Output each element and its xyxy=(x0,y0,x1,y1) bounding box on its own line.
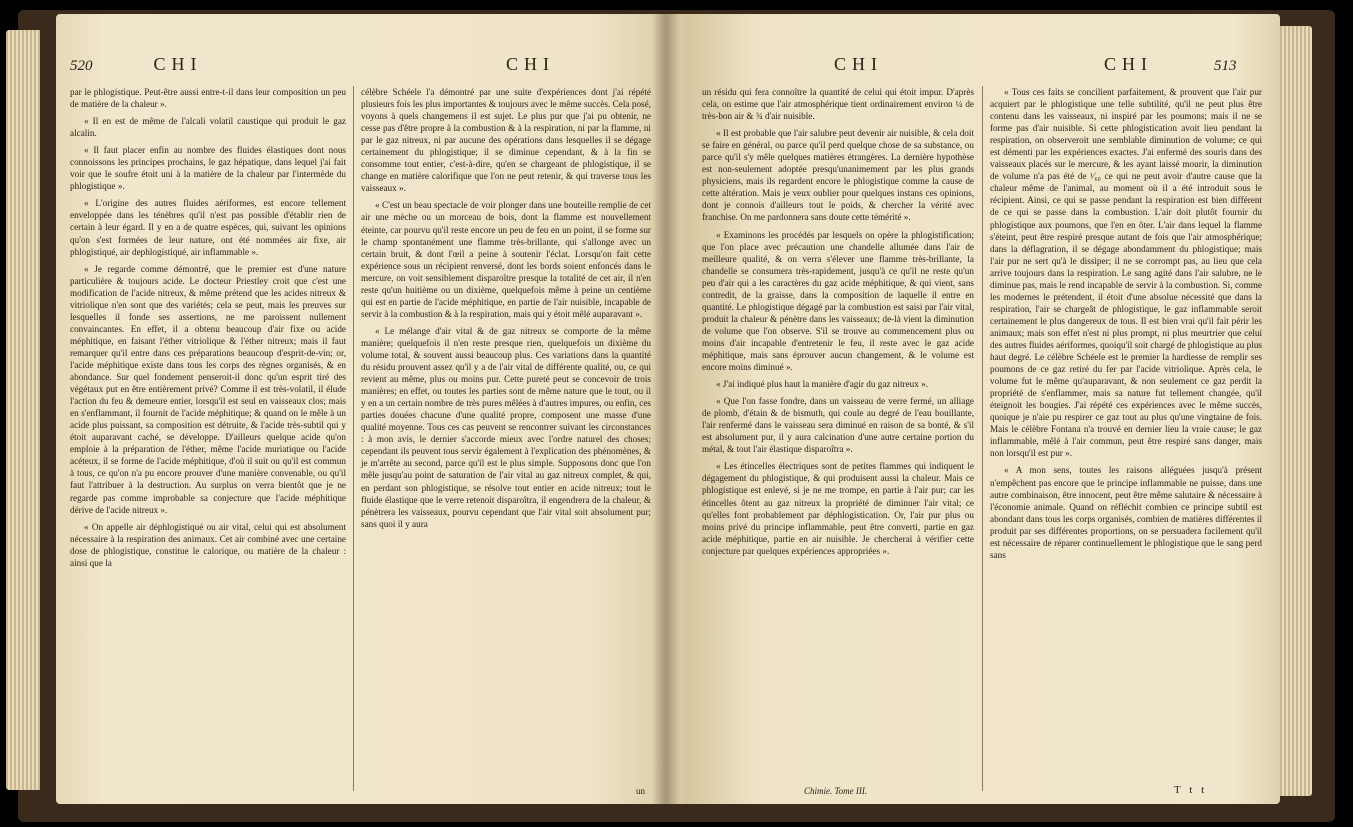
left-running-head-1: CHI xyxy=(153,54,203,74)
paragraph: « Le mélange d'air vital & de gaz nitreux se comporte de la même manière; quelquefois il n'en reste presque rien, quelquefois un dixième du volume total, & souvent aussi beaucoup plus. Ces variations dans la quantité du résidu prouvent assez qu'il y a de l'air vital de différente qualité, ou, ce qui revient au même, plus ou moins pur. Cette pureté peut se concevoir de trois manières; en effet, ou toutes les parties sont de même nature que le tout, ou il y en a un certain nombre de très pures mêlées à d'autres impures, ou enfin, ces parties douées chacune d'une qualité propre, composent une masse d'une qualité moyenne. Tous ces cas peuvent se rencontrer suivant les circonstances : à mon avis, le dernier s'accorde mieux avec l'ordre naturel des choses; cependant ils peuvent tous servir également à l'explication des phénomènes, & je m'arrête au second, parce qu'il est le plus simple. Supposons donc que l'on mêle jusqu'au point de saturation de l'air vital au gaz nitreux complet, & qui, en perdant son phlogistique, se résolve tout entier en acide nitreux; tout le fluide élastique que le verre retenoit disparoîtra, il engendrera de la chaleur, & pénètrera les vaisseaux, pourvu cependant que l'air vital soit absolument pur; sans quoi il y aura xyxy=(361,325,651,529)
right-running-head-1-wrap xyxy=(834,54,883,75)
paragraph: un résidu qui fera connoître la quantité de celui qui étoit impur. D'après cela, on estime que l'air atmosphérique tient ordinairement environ ¼ de très-bon air & ¾ d'air nuisible. xyxy=(702,87,974,122)
catchword: un xyxy=(636,786,645,796)
paragraph: « A mon sens, toutes les raisons alléguées jusqu'à présent n'empêchent pas encore que le principe inflammable ne puisse, dans une autre combinaison, être innocent, peut être même salutaire & nécessaire à l'économie animale. Quand on réfléchit combien ce principe subtil est abondant dans tous les corps organisés, combien de matières différentes il produit par ses différentes proportions, on se persuadera facilement qu'il est nécessaire de réparer continuellement le phlogistique que le sang perd sans xyxy=(990,465,1262,560)
left-page-number: 520 xyxy=(70,58,93,74)
paragraph: « J'ai indiqué plus haut la manière d'agir du gaz nitreux ». xyxy=(716,379,929,390)
column-rule xyxy=(353,86,354,791)
paragraph: « Tous ces faits se concilient parfaitement, & prouvent que l'air pur acquiert par le phlogistique une telle subtilité, qu'il ne peut plus être contenu dans les vaisseaux, ni inspiré par les poumons; mais il ne se forme pas d'air nuisible. Si cette phlogistication avoit lieu pendant la respiration, on observeroit une semblable diminution de volume; ce qui est démenti par les expériences exactes. J'ai enfermé des souris dans des vaisseaux placés sur le mercure, & les ayant laissé mourir, la diminution de volume n'a pas été de ¹⁄₆₀ ce qui ne peut avoir d'autre cause que la chaleur même de l'animal, au moment où il a été introduit sous le récipient. Ainsi, ce qui se passe pendant la respiration est bien différent de ce qui se passe dans la combustion. L'air doit plutôt fournir du phlogistique aux poumons, que l'en en ôter. L'air dans lequel la flamme s'éteint, peut être respiré presque autant de fois que l'air atmosphérique; dans la déflagration, il se dégage abondamment du phlogistique; mais l'air pur ne sert qu'à le dissiper; il ne se corrompt pas, au lieu que cela arrive toujours dans la respiration. Le sang agité dans l'air salubre, ne le diminue pas, mais le rend incapable de servir à la combustion. Si, comme les modernes le prétendent, il étoit d'une absolue nécessité que dans la respiration, l'air se chargeât de phlogistique, le gaz inflammable seroit certainement le plus dangereux de tous. Il est bien vrai qu'il fait périr les animaux; mais son effet n'est ni plus prompt, ni plus meurtrier que celui des autres fluides aériformes, quoiqu'il soit chargé de phlogistique au plus haut degré. Le célèbre Schéele est le premier la hardiesse de remplir ses poumons de ce gaz retiré du fer par l'acide vitriolique. Après cela, le volume fut le même qu'auparavant, & non seulement ce gaz perdit la propriété de s'enflammer, mais sa nature fut tellement changée, qu'il éteignoit les bougies. J'ai répété ces expériences avec le même succès, quoique je n'aie pu respirer ce gaz tout au plus qu'une vingtaine de fois. Mais le célèbre Fontana n'a trouvé en dernier lieu la vraie cause; le gaz inflammable, mêlé à l'air commun, peut être respiré sans danger, mais non lorsqu'il est pur ». xyxy=(990,87,1262,459)
left-page-edges xyxy=(6,30,40,790)
paragraph: par le phlogistique. Peut-être aussi entre-t-il dans leur composition un peu de matière de la chaleur ». xyxy=(70,87,346,110)
paragraph: « Que l'on fasse fondre, dans un vaisseau de verre fermé, un alliage de plomb, d'étain & de bismuth, qui coule au degré de l'eau bouillante, l'air renfermé dans le vaisseau sera diminué en raison de sa bonté, & s'il est absolument pur, il y aura calcination d'une autre certaine portion du métal, & tout l'air élastique disparoîtra ». xyxy=(702,396,974,455)
right-running-head-2: CHI xyxy=(1104,54,1153,74)
paragraph: « Il est probable que l'air salubre peut devenir air nuisible, & cela doit se faire en général, ou parce qu'il perd quelque chose de sa substance, ou parce qu'il s'y mêle quelques matières étrangères. La dernière hypothèse est non-seulement adoptée presqu'unanimement par les plus grands physiciens, mais ils regardent encore le phlogistique comme la cause de cette altération. Mais je veux oublier pour quelques instans ces opinions, dont je connois d'ailleurs tout le poids, & chercher la vérité avec franchise. On me pardonnera sans doute cette témérité ». xyxy=(702,128,974,223)
paragraph: « On appelle air déphlogistiqué ou air vital, celui qui est absolument nécessaire à la respiration des animaux. Cet air combiné avec une certaine dose de phlogistique, constitue le calorique, ou matière de la chaleur : ainsi que la xyxy=(70,521,346,568)
paragraph: « Je regarde comme démontré, que le premier est d'une nature particulière & toujours acide. Le docteur Priestley croit que c'est une modification de l'acide nitreux, & même prétend que les acides nitreux & vitriolique n'en sont que des variétés; cela se peut, mais les preuves sur lesquelles il fonde ses assertions, ne me paroissent nullement convaincantes. En effet, il a obtenu beaucoup d'air fixe ou acide méphitique, en faisant l'éther vitriolique & l'éther nitreux; mais il faut remarquer qu'il entre dans ces préparations beaucoup d'esprit-de-vin; or, l'acide méphitique existe dans tous les corps des règnes organisés, & en abondance. Sur quel fondement penseroit-il donc qu'un esprit tiré des végétaux put en être entièrement privé? Comme il est très-volatil, il élude l'action du feu & demeure entier, lorsqu'il est seul en vaisseaux clos; mais en s'enflammant, il fournit de l'acide méphitique; & quand on le mêle à un acide plus puissant, sa composition est détruite, & l'acide très-subtil qui y étoit auparavant caché, se développe. D'ailleurs quelque acide qu'on emploie à la préparation de l'éther, même l'acide muriatique ou l'acide acéteux, il se forme de l'acide méphitique, d'où il suit ou qu'il est commun à tous, ce qu'on n'a pu encore prouver d'une manière convenable, ou qu'il faut l'attribuer à la destruction. Au surplus on verra bientôt que je ne regarde pas comme improbable sa conjecture que l'acide méphitique dérive de l'acide nitreux ». xyxy=(70,263,346,515)
book-gutter xyxy=(652,14,680,804)
paragraph: « Il en est de même de l'alcali volatil caustique qui produit le gaz alcalin. xyxy=(70,116,346,139)
left-page xyxy=(56,14,684,804)
right-page-header xyxy=(1104,54,1237,75)
paragraph: « Il faut placer enfin au nombre des fluides élastiques dont nous connoissons les principes prochains, le gaz hépatique, dans lequel j'ai fait voir que le soufre étoit uni à la matière de la chaleur par l'intermède du phlogistique ». xyxy=(70,145,346,192)
paragraph: « C'est un beau spectacle de voir plonger dans une bouteille remplie de cet air une mèche ou un morceau de bois, dont la flamme est nouvellement éteinte, car pourvu qu'il reste encore un peu de feu en un point, il se forme sur le champ spontanément une flamme très-brillante, qui s'allonge avec un certain bruit, & dont l'œil a peine à soutenir l'éclat. Lorsqu'on fait cette expérience sous un récipient renversé, dont les bords soient enfoncés dans le mercure, on voit sensiblement disparoître presque la totalité de cet air, il n'en reste qu'un huitième ou un dixième, quelquefois même à peine un centième qui est en partie de l'acide méphitique, en partie de l'air nuisible, incapable de servir à la combustion & à la respiration, mais qui y étoit mêlé auparavant ». xyxy=(361,200,651,319)
right-page-number: 513 xyxy=(1214,58,1237,74)
right-running-head-1: CHI xyxy=(834,54,883,74)
paragraph: « Examinons les procédés par lesquels on opère la phlogistification; que l'on place avec précaution une chandelle allumée dans l'air de meilleure qualité, & on verra s'élever une flamme très-brillante, la chandelle se consumera très-rapidement, jusqu'à ce qu'il ne reste qu'un peu d'air qui a les caractères du gaz acide méphitique, & qui vient, sans contredit, de la graisse, dans la composition de laquelle il entre en quantité. Le phlogistique dégagé par la combustion est saisi par l'air vital, produit la chaleur & pénètre dans les vaisseaux; de-là vient la diminution de volume que l'on observe. S'il se trouve au commencement plus ou moins d'air incapable d'entretenir le feu, il reste avec le gaz acide méphitique, mais sans éprouver aucun changement, & le volume est encore moins diminué ». xyxy=(702,229,974,373)
left-running-head-2-wrap xyxy=(506,54,555,75)
left-column-1 xyxy=(70,86,346,574)
left-page-header xyxy=(70,54,203,75)
page-footer: Chimie. Tome III. xyxy=(804,786,868,796)
paragraph: « L'origine des autres fluides aériformes, est encore tellement enveloppée dans les ténèbres qu'il n'est pas possible d'établir rien de certain à leur égard. Il y en a de quatre espèces, qui, suivant les opinions qu'on s'est formées de leur nature, ont été nommées air fixe, air phlogistiqué, air dephlogistiqué, air inflammable ». xyxy=(70,198,346,257)
right-column-1 xyxy=(702,86,974,562)
paragraph: célèbre Schéele l'a démontré par une suite d'expériences dont j'ai répété plusieurs fois les plus importantes & toujours avec le même succès. Cela posé, voyons à quels changemens il est sujet. Le plus pur que j'ai pu obtenir, ne cesse pas d'être propre à la combustion & à la respiration, ni par la flamme, ni par le gaz nitreux, ni par aucune des opérations dans lesquelles il se dégage certainement du phlogistique; il se diminue cependant, & à la fin se consomme tout entier, c'est-à-dire, qu'en se chargeant de phlogistique, il se change en matière calorifique que l'on ne peut retenir, & qui traverse tous les vaisseaux ». xyxy=(361,87,651,194)
column-rule xyxy=(982,86,983,791)
signature-mark: T t t xyxy=(1174,784,1208,796)
paragraph: « Les étincelles électriques sont de petites flammes qui indiquent le dégagement du phlogistique, & qui produisent aussi la chaleur. Mais ce phlogistique est enlevé, si je ne me trompe, en partie à l'air pur; car les étincelles ôtent au gaz nitreux la propriété de diminuer l'air vital; ce qu'elles font probablement par déphlogistication. Or, l'air pur plus ou moins privé du principe inflammable, peut être converti, partie en gaz acide méphitique, partie en air nuisible. Je chercherai à vérifier cette conjecture par quelques expériences appropriées ». xyxy=(702,461,974,556)
left-running-head-2: CHI xyxy=(506,54,555,74)
right-page xyxy=(684,14,1280,804)
right-column-2 xyxy=(990,86,1262,566)
left-column-2 xyxy=(361,86,651,535)
right-page-edges xyxy=(1278,26,1312,796)
